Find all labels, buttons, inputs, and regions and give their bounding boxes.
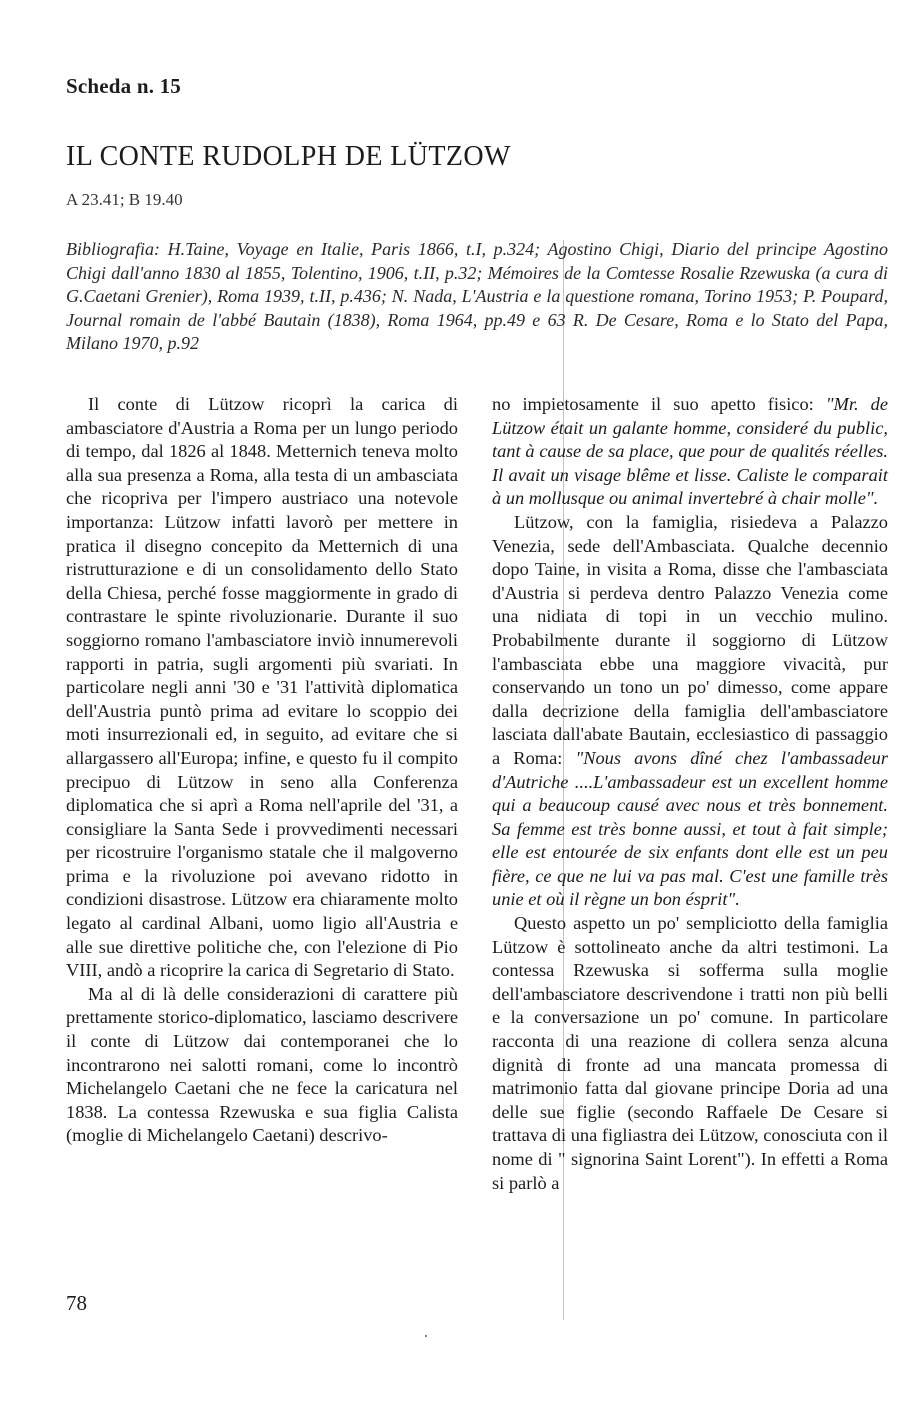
paragraph: [492, 393, 888, 511]
paragraph: [492, 511, 888, 912]
page-number: 78: [66, 1291, 87, 1315]
scheda-number: Scheda n. 15: [66, 74, 182, 98]
french-quote: "Nous avons dîné chez l'ambassadeur d'Autriche ....L'ambassadeur est un excellent homme qui a beaucoup causé avec nous et très bonnement. Sa femme est très bonne aussi, et tout à fait simple; elle est entourée de six enfants dont elle est un peu fière, ce que ne lui va pas mal. C'est une famille très unie et où il règne un bon ésprit".: [492, 747, 888, 910]
paragraph-text: no impietosamente il suo apetto fisico:: [492, 394, 826, 414]
paragraph-text: Lützow, con la famiglia, risiedeva a Palazzo Venezia, sede dell'Ambasciata. Qualche decennio dopo Taine, in visita a Roma, disse che l'ambasciata d'Austria si perdeva dentro Palazzo Venezia come una nidiata di topi in un vecchio mulino. Probabilmente durante il soggiorno di Lützow l'ambasciata ebbe una maggiore vivacità, pur conservando un tono un po' dimesso, come appare dalla decrizione della famiglia dell'ambasciatore lasciata dall'abate Bautain, ecclesiastico di passaggio a Roma:: [492, 511, 888, 768]
bibliography: Bibliografia: H.Taine, Voyage en Italie, Paris 1866, t.I, p.324; Agostino Chigi, Diario del principe Agostino Chigi dall'anno 1830 al 1855, Tolentino, 1906, t.II, p.32; Mémoires de la Comtesse Rosalie Rzewuska (a cura di G.Caetani Grenier), Roma 1939, t.II, p.436; N. Nada, L'Austria e la questione romana, Torino 1953; P. Poupard, Journal romain de l'abbé Bautain (1838), Roma 1964, pp.49 e 63 R. De Cesare, Roma e lo Stato del Papa, Milano 1970, p.92: [66, 239, 888, 354]
catalog-codes: A 23.41; B 19.40: [66, 190, 183, 209]
french-quote: "Mr. de Lützow était un galante homme, consideré du public, tant à cause de sa place, que pour de qualités réelles. Il avait un visage blême et lisse. Caliste le comparait à un mollusque ou animal invertebré à chair molle".: [492, 394, 888, 509]
page-title: IL CONTE RUDOLPH DE LÜTZOW: [66, 141, 511, 172]
left-column: [66, 393, 458, 1148]
paragraph: Ma al di là delle considerazioni di carattere più prettamente storico-diplomatico, lasciamo descrivere il conte di Lützow dai contemporanei che lo incontrarono nei salotti romani, come lo incontrò Michelangelo Caetani che ne fece la caricatura nel 1838. La contessa Rzewuska e sua figlia Calista (moglie di Michelangelo Caetani) descrivo-: [66, 983, 458, 1146]
paragraph: Questo aspetto un po' sempliciotto della famiglia Lützow è sottolineato anche da altri testimoni. La contessa Rzewuska si sofferma sulla moglie dell'ambasciatore descrivendone i tratti non più belli e la conversazione un po' comune. In particolare racconta di una reazione di collera senza alcuna dignità di fronte ad una mancata promessa di matrimonio fatta dal giovane principe Doria ad una delle sue figlie (secondo Raffaele De Cesare si trattava di una figliastra dei Lützow, conosciuta con il nome di " signorina Saint Lorent"). In effetti a Roma si parlò a: [492, 913, 888, 1193]
scan-speck: [425, 1335, 427, 1337]
right-column: [492, 393, 888, 1195]
paragraph: Il conte di Lützow ricoprì la carica di ambasciatore d'Austria a Roma per un lungo periodo di tempo, dal 1826 al 1848. Metternich teneva molto alla sua presenza a Roma, alla testa di un ambasciata che ricopriva per l'impero austriaco una notevole importanza: Lützow infatti lavorò per mettere in pratica il disegno concepito da Metternich di una ristrutturazione e di un consolidamento dello Stato della Chiesa, perché fosse maggiormente in grado di contrastare le spinte rivoluzionarie. Durante il suo soggiorno romano l'ambasciatore inviò innumerevoli rapporti in patria, sugli argomenti più svariati. In particolare negli anni '30 e '31 l'attività diplomatica dell'Austria puntò prima ad evitare lo scoppio dei moti insurrezionali ed, in seguito, ad evitare che si allargassero all'Europa; infine, e questo fu il compito precipuo di Lützow in seno alla Conferenza diplomatica che si aprì a Roma nell'aprile del '31, a consigliare la Santa Sede i provvedimenti necessari per ricostruire l'organismo statale che il malgoverno prima e la rivoluzione poi avevano ridotto in condizioni disastrose. Lützow era chiaramente molto legato al cardinal Albani, uomo ligio all'Austria e alle sue direttive politiche che, con l'elezione di Pio VIII, andò a ricoprire la carica di Segretario di Stato.: [66, 394, 458, 981]
